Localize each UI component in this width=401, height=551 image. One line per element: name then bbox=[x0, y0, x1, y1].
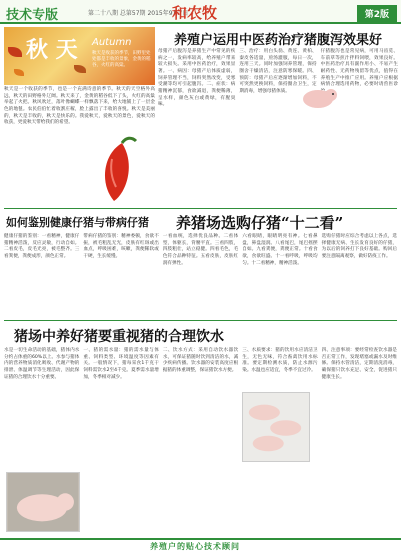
autumn-article: 秋天是一个收获的季节，也是一个充满诗意的季节。秋天的天空格外高远，秋天的田野格外辽阔。秋天来了，金黄的稻谷低下了头，火红的高粱举起了火把。秋风吹过，落叶像蝴蝶一样飘落下来，给大地铺上了一层金色的地毯。农民伯伯忙着收割庄稼，脸上露出了丰收的喜悦。秋天是美丽的，秋天是丰收的，秋天是快乐的。我爱秋天，爱秋天的景色，爱秋天的收获，更爱秋天带给我们的希望。 bbox=[4, 87, 155, 126]
article-column: 母猪产后腹泻是养猪生产中常见的疾病之一，发病率较高，给养殖户带来较大损失。采用中医药治疗，效果显著。一、病因：母猪产后体质虚弱，饲养管理不当，饲料突然改变，受寒受潮等均可引起腹泻。二、症状：病猪精神沉郁，食欲减退，粪便稀薄，呈水样，颜色灰白或黄绿，有腥臭味。 bbox=[158, 49, 236, 108]
article-column: 四、注意事项：要经常检查饮水器是否正常工作，发现堵塞或漏水及时维修。保持水管清洁，定期清洗消毒，确保猪只饮水充足、安全，促进猪只健康生长。 bbox=[321, 348, 398, 380]
article-title: 养殖户运用中医药治疗猪腹泻效果好 bbox=[173, 33, 382, 48]
autumn-subtitle: 秋天是收获的季节，田野里处处都是丰收的景象，金黄的稻谷，火红的高粱。 bbox=[92, 51, 151, 68]
pig-water-article bbox=[4, 322, 397, 537]
page-number-badge: 第2版 bbox=[357, 5, 397, 22]
article-column: 健康仔猪的鉴别：一看精神，健康仔猪精神活泼，反应灵敏，行动自如。二看皮毛，皮毛光亮，被毛整齐。三看粪便，粪便成形，颜色正常。 bbox=[4, 234, 80, 259]
article-title: 猪场中养好猪要重视猪的合理饮水 bbox=[14, 329, 224, 345]
section-divider bbox=[4, 208, 397, 209]
article-column: 选购仔猪时应综合考虑以上各点，选择健康无病、生长发育良好的仔猪，为以后的饲养打下良好基础。购回后要注意隔离观察，做好防疫工作。 bbox=[321, 234, 398, 259]
article-column: 一、猪的需水量：猪的需水量与体重、饲料类型、环境温度等因素有关。一般情况下，猪每采食1千克干饲料需饮水2至4千克。夏季需水量增加，冬季相对减少。 bbox=[83, 348, 159, 380]
chili-pepper-image bbox=[92, 135, 152, 205]
footer-slogan: 养殖户的贴心技术顾问 bbox=[150, 542, 240, 551]
issue-info: 第二十八期 总第57期 2015年9月7日 bbox=[88, 10, 189, 17]
article-column: 水是一切生命活动的基础，猪体内水分约占体重的60%以上。水参与猪体内的营养物质消化吸收、代谢产物的排泄、体温调节等生理活动，因此保证猪的合理饮水十分重要。 bbox=[4, 348, 80, 380]
autumn-latin-title: Autumn bbox=[92, 37, 132, 48]
article-column: 一看血统，选择优良品种。二看体型，体躯长，背腰平直。三看四肢，四肢粗壮，站立稳健。四看毛色，毛色符合品种特征。五看皮肤，皮肤红润有弹性。 bbox=[162, 234, 239, 266]
pig-illustration bbox=[298, 82, 338, 112]
article-column: 带病仔猪的鉴别：精神委顿，食欲不振，被毛粗乱无光，皮肤有红斑或出血点，呼吸困难，咳嗽，粪便稀软或干硬，生长缓慢。 bbox=[83, 234, 159, 259]
autumn-column bbox=[4, 27, 155, 207]
article-column: 三、水质要求：猪的饮用水应清洁卫生，无色无味，符合畜禽饮用水标准。要定期检测水质，防止水源污染。水温也应适宜，冬季不宜过冷。 bbox=[242, 348, 318, 373]
article-column: 仔猪腹泻也是常见病，可用马齿苋、车前草等煎汁拌料饲喂，效果良好。中医药治疗具有副作用小、不易产生耐药性、无药物残留等优点，值得在养殖生产中推广应用。养殖户应根据病情合理选用药物，必要时请兽医诊 bbox=[320, 49, 398, 88]
pig-photo bbox=[6, 472, 80, 532]
herbal-medicine-article bbox=[158, 27, 398, 207]
brand-logo: 和农牧 bbox=[172, 4, 218, 22]
autumn-banner bbox=[4, 27, 155, 85]
leaf-icon bbox=[14, 69, 24, 76]
article-title: 如何鉴别健康仔猪与带病仔猪 bbox=[6, 216, 149, 229]
autumn-title: 秋 天 bbox=[26, 37, 78, 63]
section-divider bbox=[4, 320, 397, 321]
edition-label: 技术专版 bbox=[6, 8, 59, 23]
page-header bbox=[0, 0, 401, 24]
page-footer bbox=[0, 538, 401, 551]
article-column: 二、饮水方式：采用自动饮水器饮水，可保证猪随时饮到清洁的水，减少疾病传播。饮水器的安装高度应根据猪的体重调整，保证猪饮水方便。 bbox=[162, 348, 239, 373]
leaf-icon bbox=[8, 47, 22, 57]
article-column: 三、治疗：用白头翁、黄连、黄柏、秦皮各适量，煎汤灌服，每日一次，连用三天。同时加强饲养管理，保持圈舍干燥清洁，注意防寒保暖。四、预防：母猪产后应逐渐增加饲料，不可突然更换饲料，保持圈舍卫生，定期消毒，增强母猪体质。 bbox=[239, 49, 317, 94]
article-column: 六看眼睛，眼睛明亮有神。七看鼻盘，鼻盘湿润。八看尾巴，尾巴摇摆自如。九看粪便，粪便正常。十看食欲，食欲旺盛。十一看呼吸，呼吸均匀。十二看精神，精神活泼。 bbox=[242, 234, 318, 266]
pig-herd-photo bbox=[242, 392, 310, 462]
article-title: 养猪场选购仔猪“十二看” bbox=[176, 214, 344, 232]
piglet-selection-section bbox=[4, 210, 397, 320]
leaf-icon bbox=[74, 65, 86, 73]
